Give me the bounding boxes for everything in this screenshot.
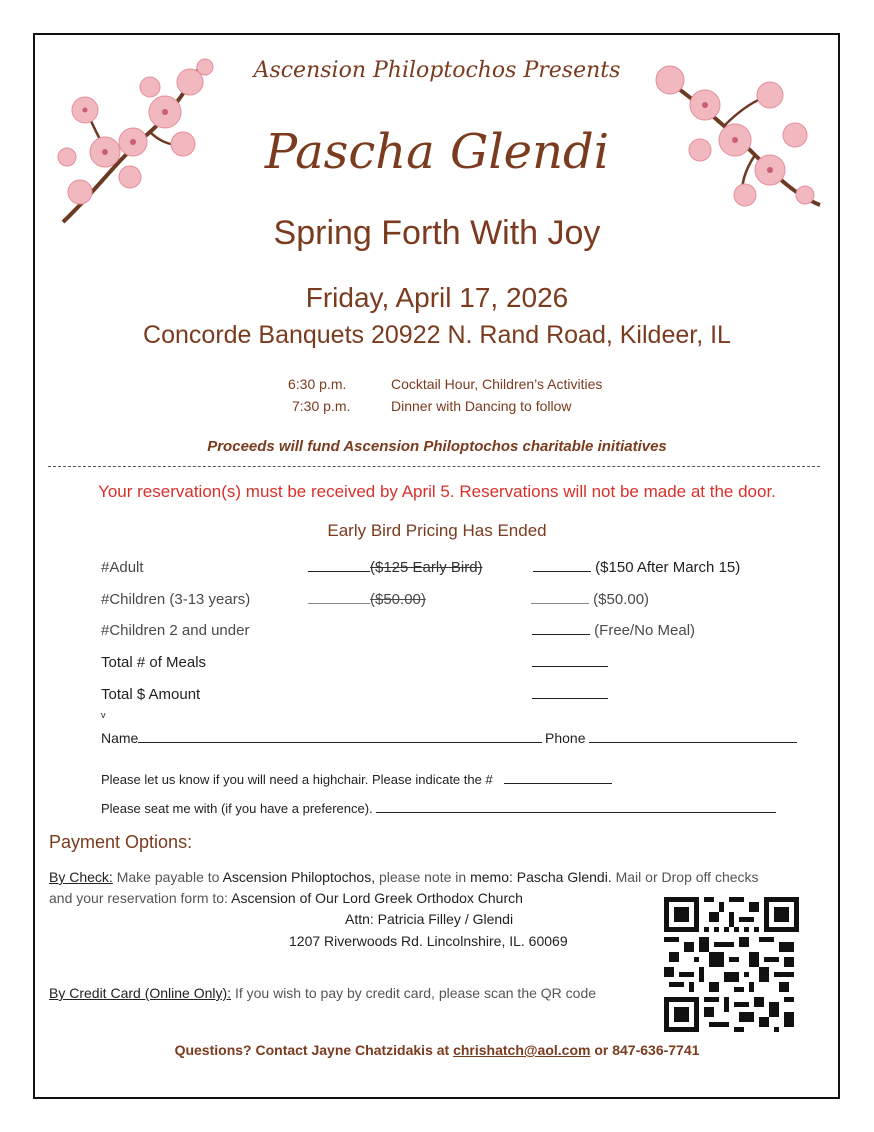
phone-field[interactable]: Phone — [545, 730, 797, 746]
cut-line-divider — [48, 466, 820, 467]
contact-email-link[interactable]: chrishatch@aol.com — [453, 1042, 591, 1058]
event-tagline: Spring Forth With Joy — [273, 214, 601, 252]
total-meals-field[interactable] — [532, 654, 608, 671]
schedule-time-1: 6:30 p.m. — [288, 376, 347, 392]
presenter-heading: Ascension Philoptochos Presents — [253, 58, 621, 83]
adult-label: #Adult — [101, 559, 144, 576]
schedule-event-2: Dinner with Dancing to follow — [391, 398, 572, 414]
reservation-deadline-notice: Your reservation(s) must be received by April 5. Reservations will not be made at the door. — [98, 482, 776, 501]
pricing-status: Early Bird Pricing Has Ended — [327, 521, 547, 540]
highchair-field[interactable]: Please let us know if you will need a highchair. Please indicate the # — [101, 772, 612, 787]
name-field[interactable]: Name — [101, 730, 542, 746]
total-amount-label: Total $ Amount — [101, 686, 201, 703]
children-label: #Children (3-13 years) — [101, 591, 251, 608]
adult-early-bird-price: ($125 Early Bird) — [308, 559, 483, 576]
payment-options-heading: Payment Options: — [49, 832, 193, 852]
children-quantity-field[interactable]: ($50.00) — [531, 591, 649, 608]
total-amount-field[interactable] — [532, 686, 608, 703]
schedule-time-2: 7:30 p.m. — [292, 398, 351, 414]
seat-preference-field[interactable]: Please seat me with (if you have a preference). — [101, 801, 776, 816]
payment-credit-card: By Credit Card (Online Only): If you wish to pay by credit card, please scan the QR code — [49, 985, 597, 1001]
children-early-bird-price: ($50.00) — [308, 591, 426, 608]
payment-check-line-1: By Check: Make payable to Ascension Philoptochos, please note in memo: Pascha Glendi. Mail or Drop off checks — [49, 869, 759, 885]
proceeds-note: Proceeds will fund Ascension Philoptochos charitable initiatives — [207, 438, 667, 455]
adult-quantity-field[interactable]: ($150 After March 15) — [533, 559, 740, 576]
payment-attn: Attn: Patricia Filley / Glendi — [345, 911, 514, 927]
stray-mark: v — [101, 710, 106, 720]
payment-qr-code[interactable] — [664, 897, 799, 1032]
event-venue: Concorde Banquets 20922 N. Rand Road, Kildeer, IL — [143, 321, 731, 349]
event-date: Friday, April 17, 2026 — [305, 282, 569, 313]
event-title: Pascha Glendi — [264, 124, 610, 180]
small-children-label: #Children 2 and under — [101, 622, 250, 639]
total-meals-label: Total # of Meals — [101, 654, 207, 671]
schedule-event-1: Cocktail Hour, Children’s Activities — [391, 376, 603, 392]
small-children-quantity-field[interactable]: (Free/No Meal) — [532, 622, 695, 639]
payment-address: 1207 Riverwoods Rd. Lincolnshire, IL. 60069 — [289, 933, 568, 949]
contact-line: Questions? Contact Jayne Chatzidakis at chrishatch@aol.com or 847-636-7741 — [174, 1042, 700, 1058]
payment-check-line-2: and your reservation form to: Ascension of Our Lord Greek Orthodox Church — [49, 890, 523, 906]
